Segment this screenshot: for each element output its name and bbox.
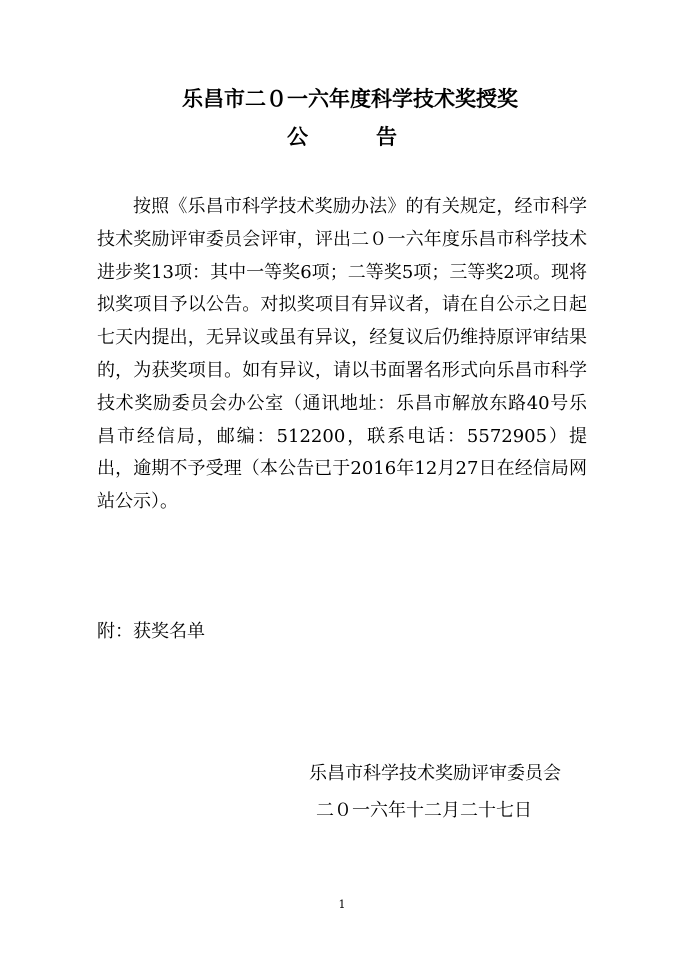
signer-organization: 乐昌市科学技术奖励评审委员会 <box>309 763 561 784</box>
document-title: 乐昌市二０一六年度科学技术奖授奖 <box>182 87 518 111</box>
title-char-right: 告 <box>376 125 397 149</box>
title-char-left: 公 <box>287 125 308 149</box>
attachment-note: 附：获奖名单 <box>97 621 205 642</box>
announcement-body: 按照《乐昌市科学技术奖励办法》的有关规定，经市科学技术奖励评审委员会评审，评出二０一六年度乐昌市科学技术进步奖13项：其中一等奖6项；二等奖5项；三等奖2项。现将拟奖项目予以公告。对拟奖项目有异议者，请在自公示之日起七天内提出，无异议或虽有异议，经复议后仍维持原评审结果的，为获奖项目。如有异议，请以书面署名形式向乐昌市科学技术奖励委员会办公室（通讯地址：乐昌市解放东路40号乐昌市经信局，邮编：512200，联系电话：5572905）提出，逾期不予受理（本公告已于2016年12月27日在经信局网站公示）。 <box>97 196 587 513</box>
document-title-announcement <box>0 124 684 150</box>
signature-date: 二０一六年十二月二十七日 <box>316 800 532 821</box>
page-number: 1 <box>338 898 346 911</box>
